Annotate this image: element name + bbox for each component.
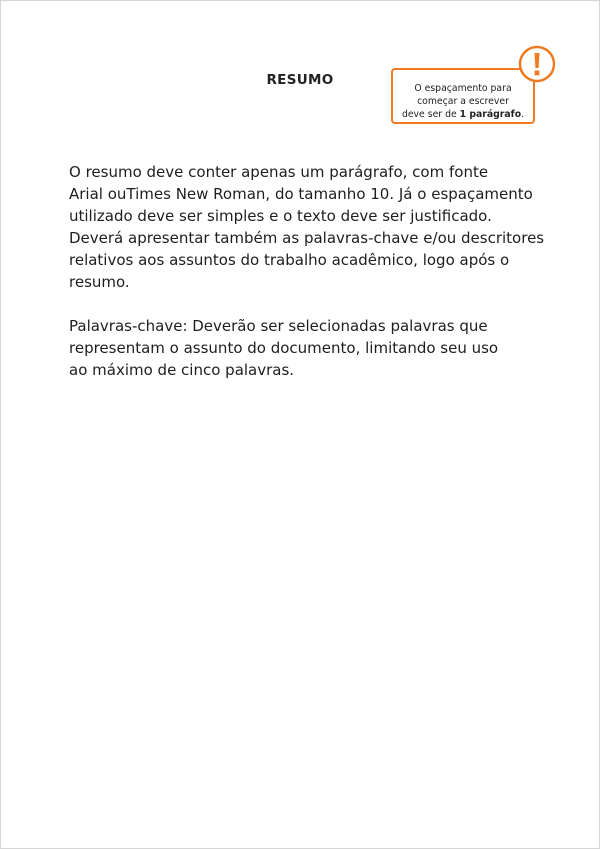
text-line: ao máximo de cinco palavras. (69, 361, 295, 379)
abstract-body (69, 161, 589, 381)
text-line: resumo. (69, 273, 130, 291)
text-line: representam o assunto do documento, limitando seu uso (69, 339, 499, 357)
spacing-notice-box (391, 68, 535, 124)
notice-line-3 (393, 108, 533, 121)
notice-line-1: O espaçamento para (414, 83, 512, 94)
exclamation-icon (518, 45, 556, 83)
text-line: Arial ouTimes New Roman, do tamanho 10. Já o espaçamento (69, 185, 533, 203)
abstract-paragraph (69, 161, 589, 293)
text-line: O resumo deve conter apenas um parágrafo, com fonte (69, 163, 489, 181)
text-line: Palavras-chave: Deverão ser selecionadas palavras que (69, 317, 488, 335)
notice-line-3-prefix: deve ser de (401, 109, 460, 120)
text-line: Deverá apresentar também as palavras-chave e/ou descritores (69, 229, 545, 247)
text-line: utilizado deve ser simples e o texto deve ser justificado. (69, 207, 492, 225)
notice-line-2: começar a escrever (417, 96, 509, 107)
notice-line-3-suffix: . (521, 109, 525, 120)
notice-line-3-bold: 1 parágrafo (459, 109, 522, 120)
spacing-notice-text (393, 82, 533, 121)
keywords-paragraph (69, 315, 589, 381)
text-line: relativos aos assuntos do trabalho acadêmico, logo após o (69, 251, 510, 269)
page-title: RESUMO (266, 72, 334, 88)
